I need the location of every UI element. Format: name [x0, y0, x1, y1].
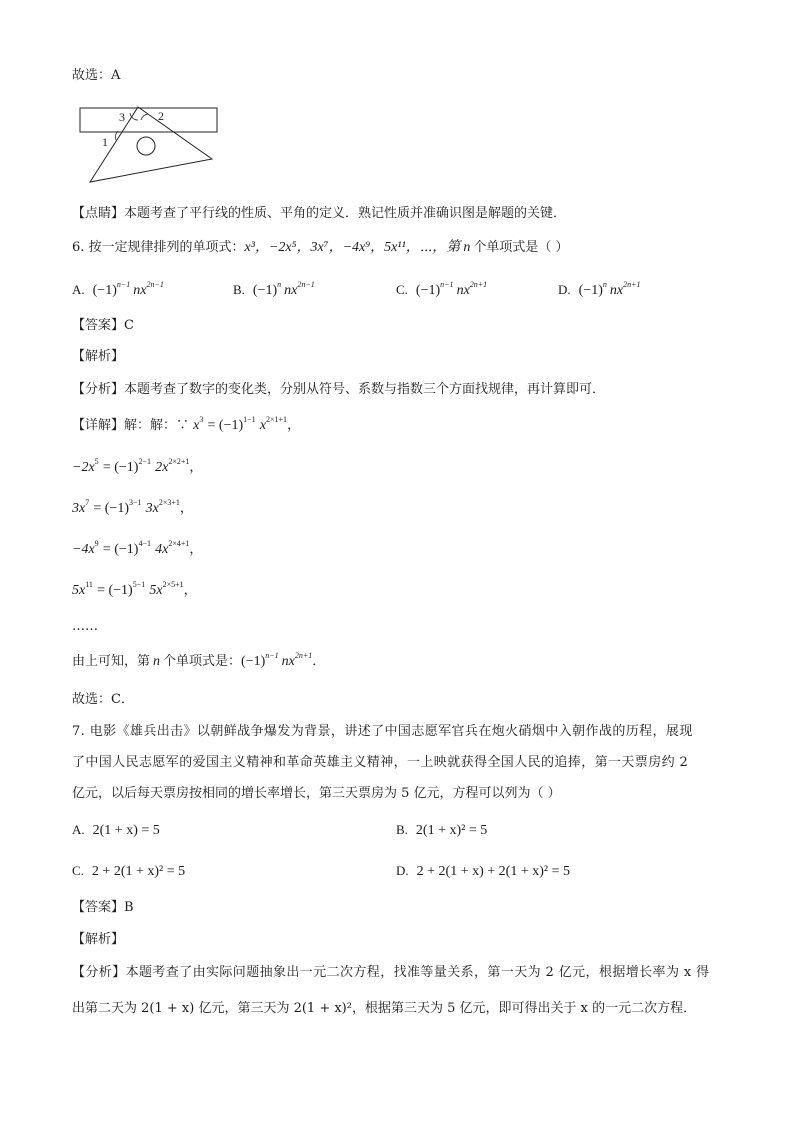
q6-step3-lhs-exp: 7	[85, 498, 90, 507]
q6-final: 故选：C．	[72, 692, 134, 707]
q6-option-a-coef: nx	[133, 283, 147, 298]
q6-option-d[interactable]	[558, 280, 641, 301]
q7-stem-line2: 了中国人民志愿军的爱国主义精神和革命英雄主义精神，一上映就获得全国人民的追捧，第一天票房约 2	[72, 755, 689, 770]
q7-fenxi-line1	[72, 963, 710, 983]
q6-step1-exp1: 1−1	[243, 415, 256, 424]
q6-option-a-letter: A.	[72, 282, 85, 297]
q6-fenxi-tag: 【分析】	[72, 382, 125, 397]
q6-step1-lhs: x	[193, 418, 200, 433]
q7-option-a[interactable]	[72, 820, 160, 841]
q6-analysis-tag: 【解析】	[72, 349, 125, 364]
q6-option-c-exp1: n−1	[440, 280, 454, 289]
q6-detail-line	[72, 416, 300, 436]
q6-option-d-exp1: n	[602, 280, 607, 289]
q6-option-a[interactable]	[72, 280, 164, 301]
q7-option-b-expr: 2(1 + x)² = 5	[415, 823, 488, 838]
comment-text: 本题考查了平行线的性质、平角的定义．熟记性质并准确识图是解题的关键．	[124, 206, 567, 221]
q6-option-c-letter: C.	[396, 282, 408, 297]
q6-step3-lhs: 3x	[72, 501, 86, 516]
comment-line	[72, 204, 566, 224]
q6-step3	[72, 499, 193, 519]
q6-step5	[72, 581, 197, 601]
q6-step2-lhs-exp: 5	[94, 457, 99, 466]
answer-line-prev: 故选：A	[72, 68, 121, 83]
q6-step5-rhs-exp: 2×5+1	[162, 580, 184, 589]
q6-step5-exp1: 5−1	[132, 580, 146, 589]
q6-step1-comma: ，	[287, 418, 301, 433]
q6-step3-rhs: 3x	[145, 501, 159, 516]
q7-option-d[interactable]	[396, 861, 570, 882]
q6-conclusion-end: ．	[312, 654, 326, 669]
q6-option-a-exp1: n−1	[116, 280, 131, 289]
q6-step4-lhs: −4x	[72, 542, 95, 557]
q6-step4-lhs-exp: 9	[94, 539, 99, 548]
q6-stem-prefix: 6. 按一定规律排列的单项式：	[72, 240, 245, 255]
q6-stem-n: n	[463, 240, 471, 255]
q6-step4	[72, 540, 202, 560]
q6-option-b[interactable]	[233, 280, 315, 301]
q6-fenxi-text: 本题考查了数字的变化类，分别从符号、系数与指数三个方面找规律，再计算即可．	[124, 382, 606, 397]
q6-ellipsis: ……	[72, 619, 98, 634]
q6-option-a-exp2: 2n−1	[146, 280, 164, 289]
q7-option-c-letter: C.	[72, 863, 84, 878]
q6-option-a-base: (−1)	[92, 283, 117, 298]
q6-step1-rhs: x	[259, 418, 267, 433]
q7-option-c[interactable]	[72, 861, 185, 882]
q6-stem-suffix: 个单项式是（ ）	[473, 240, 569, 255]
figure-rectangle	[80, 108, 217, 132]
q6-option-c-base: (−1)	[415, 283, 441, 298]
q6-stem-terms: x³，−2x⁵，3x⁷，−4x⁹，5x¹¹，⋯，第	[244, 240, 461, 255]
q6-step5-rhs: 5x	[149, 583, 163, 598]
q6-option-d-coef: nx	[609, 283, 624, 298]
q7-fenxi-tag: 【分析】	[72, 965, 126, 980]
q6-conclusion-n: n	[153, 654, 161, 669]
q6-step1-base: = (−1)	[207, 418, 244, 433]
q6-step2-base: = (−1)	[102, 460, 139, 475]
q6-step5-lhs-exp: 11	[85, 580, 93, 589]
q6-step4-rhs-exp: 2×4+1	[168, 539, 190, 548]
q7-stem-line3: 亿元，以后每天票房按相同的增长率增长，第三天票房为 5 亿元，方程可以列为（ ）	[72, 786, 561, 801]
q6-option-c[interactable]	[396, 280, 487, 301]
q6-option-d-base: (−1)	[578, 283, 603, 298]
q6-step1-rhs-exp: 2×1+1	[266, 415, 288, 424]
q6-stem	[72, 238, 568, 258]
q6-conclusion-coef: nx	[281, 654, 295, 669]
label-angle-2: 2	[158, 109, 164, 123]
q6-option-b-exp2: 2n−1	[297, 280, 315, 289]
geometry-figure	[76, 104, 226, 186]
q6-step4-exp1: 4−1	[138, 539, 151, 548]
angle-arc-2	[141, 114, 148, 120]
q6-conclusion-prefix: 由上可知，第	[72, 654, 151, 669]
q6-step2-exp1: 2−1	[138, 457, 151, 466]
q6-step5-comma: ，	[183, 583, 197, 598]
q6-fenxi	[72, 380, 605, 400]
q6-option-b-exp1: n	[277, 280, 282, 289]
q7-option-d-letter: D.	[396, 863, 409, 878]
q6-detail-tag: 【详解】	[72, 418, 125, 433]
q6-option-d-exp2: 2n+1	[623, 280, 641, 289]
q6-step3-rhs-exp: 2×3+1	[158, 498, 180, 507]
q6-step1-lhs-exp: 3	[199, 415, 204, 424]
q7-fenxi-text1: 本题考查了由实际问题抽象出一元二次方程，找准等量关系，第一天为 2 亿元，根据增长率为 x 得	[125, 965, 710, 980]
q6-step2-comma: ，	[189, 460, 203, 475]
q6-option-c-coef: nx	[456, 283, 470, 298]
q7-option-b[interactable]	[396, 820, 487, 841]
q7-option-b-letter: B.	[396, 822, 408, 837]
figure-circle	[137, 137, 155, 155]
q7-option-c-expr: 2 + 2(1 + x)² = 5	[91, 864, 186, 879]
q7-option-a-letter: A.	[72, 822, 85, 837]
label-angle-3: 3	[119, 110, 125, 124]
q6-option-b-coef: nx	[284, 283, 298, 298]
q6-conclusion-exp2: 2n+1	[294, 651, 313, 660]
q6-conclusion-exp1: n−1	[265, 651, 279, 660]
figure-triangle	[90, 107, 212, 182]
q6-step2-rhs-exp: 2×2+1	[168, 457, 190, 466]
q6-option-b-base: (−1)	[252, 283, 278, 298]
q6-step3-comma: ，	[179, 501, 193, 516]
q6-conclusion-base: (−1)	[241, 654, 266, 669]
q6-step5-base: = (−1)	[97, 583, 133, 598]
q6-step3-exp1: 3−1	[128, 498, 142, 507]
q6-answer: 【答案】C	[72, 318, 134, 333]
q7-option-d-expr: 2 + 2(1 + x) + 2(1 + x)² = 5	[416, 864, 570, 879]
comment-tag: 【点睛】	[72, 206, 125, 221]
q7-analysis-tag: 【解析】	[72, 932, 125, 947]
q7-option-a-expr: 2(1 + x) = 5	[92, 823, 160, 838]
q6-conclusion	[72, 652, 325, 672]
q6-step3-base: = (−1)	[93, 501, 129, 516]
q6-detail-intro: 解：解：∵	[124, 418, 190, 433]
label-angle-1: 1	[102, 135, 108, 149]
q6-step2-rhs: 2x	[155, 460, 169, 475]
q6-option-c-exp2: 2n+1	[469, 280, 488, 289]
q6-step4-comma: ，	[189, 542, 203, 557]
q6-conclusion-mid: 个单项式是：	[163, 654, 242, 669]
q6-step2	[72, 458, 202, 478]
q7-answer: 【答案】B	[72, 900, 134, 915]
q7-stem-line1: 7. 电影《雄兵出击》以朝鲜战争爆发为背景，讲述了中国志愿军官兵在炮火硝烟中入朝作战的历程，展现	[72, 724, 693, 739]
q6-option-b-letter: B.	[233, 282, 245, 297]
q6-option-d-letter: D.	[558, 282, 571, 297]
q6-step4-rhs: 4x	[155, 542, 169, 557]
q6-step4-base: = (−1)	[102, 542, 139, 557]
q7-fenxi-line2: 出第二天为 2(1 + x) 亿元，第三天为 2(1 + x)²，根据第三天为 5 亿元，即可得出关于 x 的一元二次方程．	[72, 1001, 697, 1016]
q6-step5-lhs: 5x	[72, 583, 86, 598]
q6-step2-lhs: −2x	[72, 460, 95, 475]
